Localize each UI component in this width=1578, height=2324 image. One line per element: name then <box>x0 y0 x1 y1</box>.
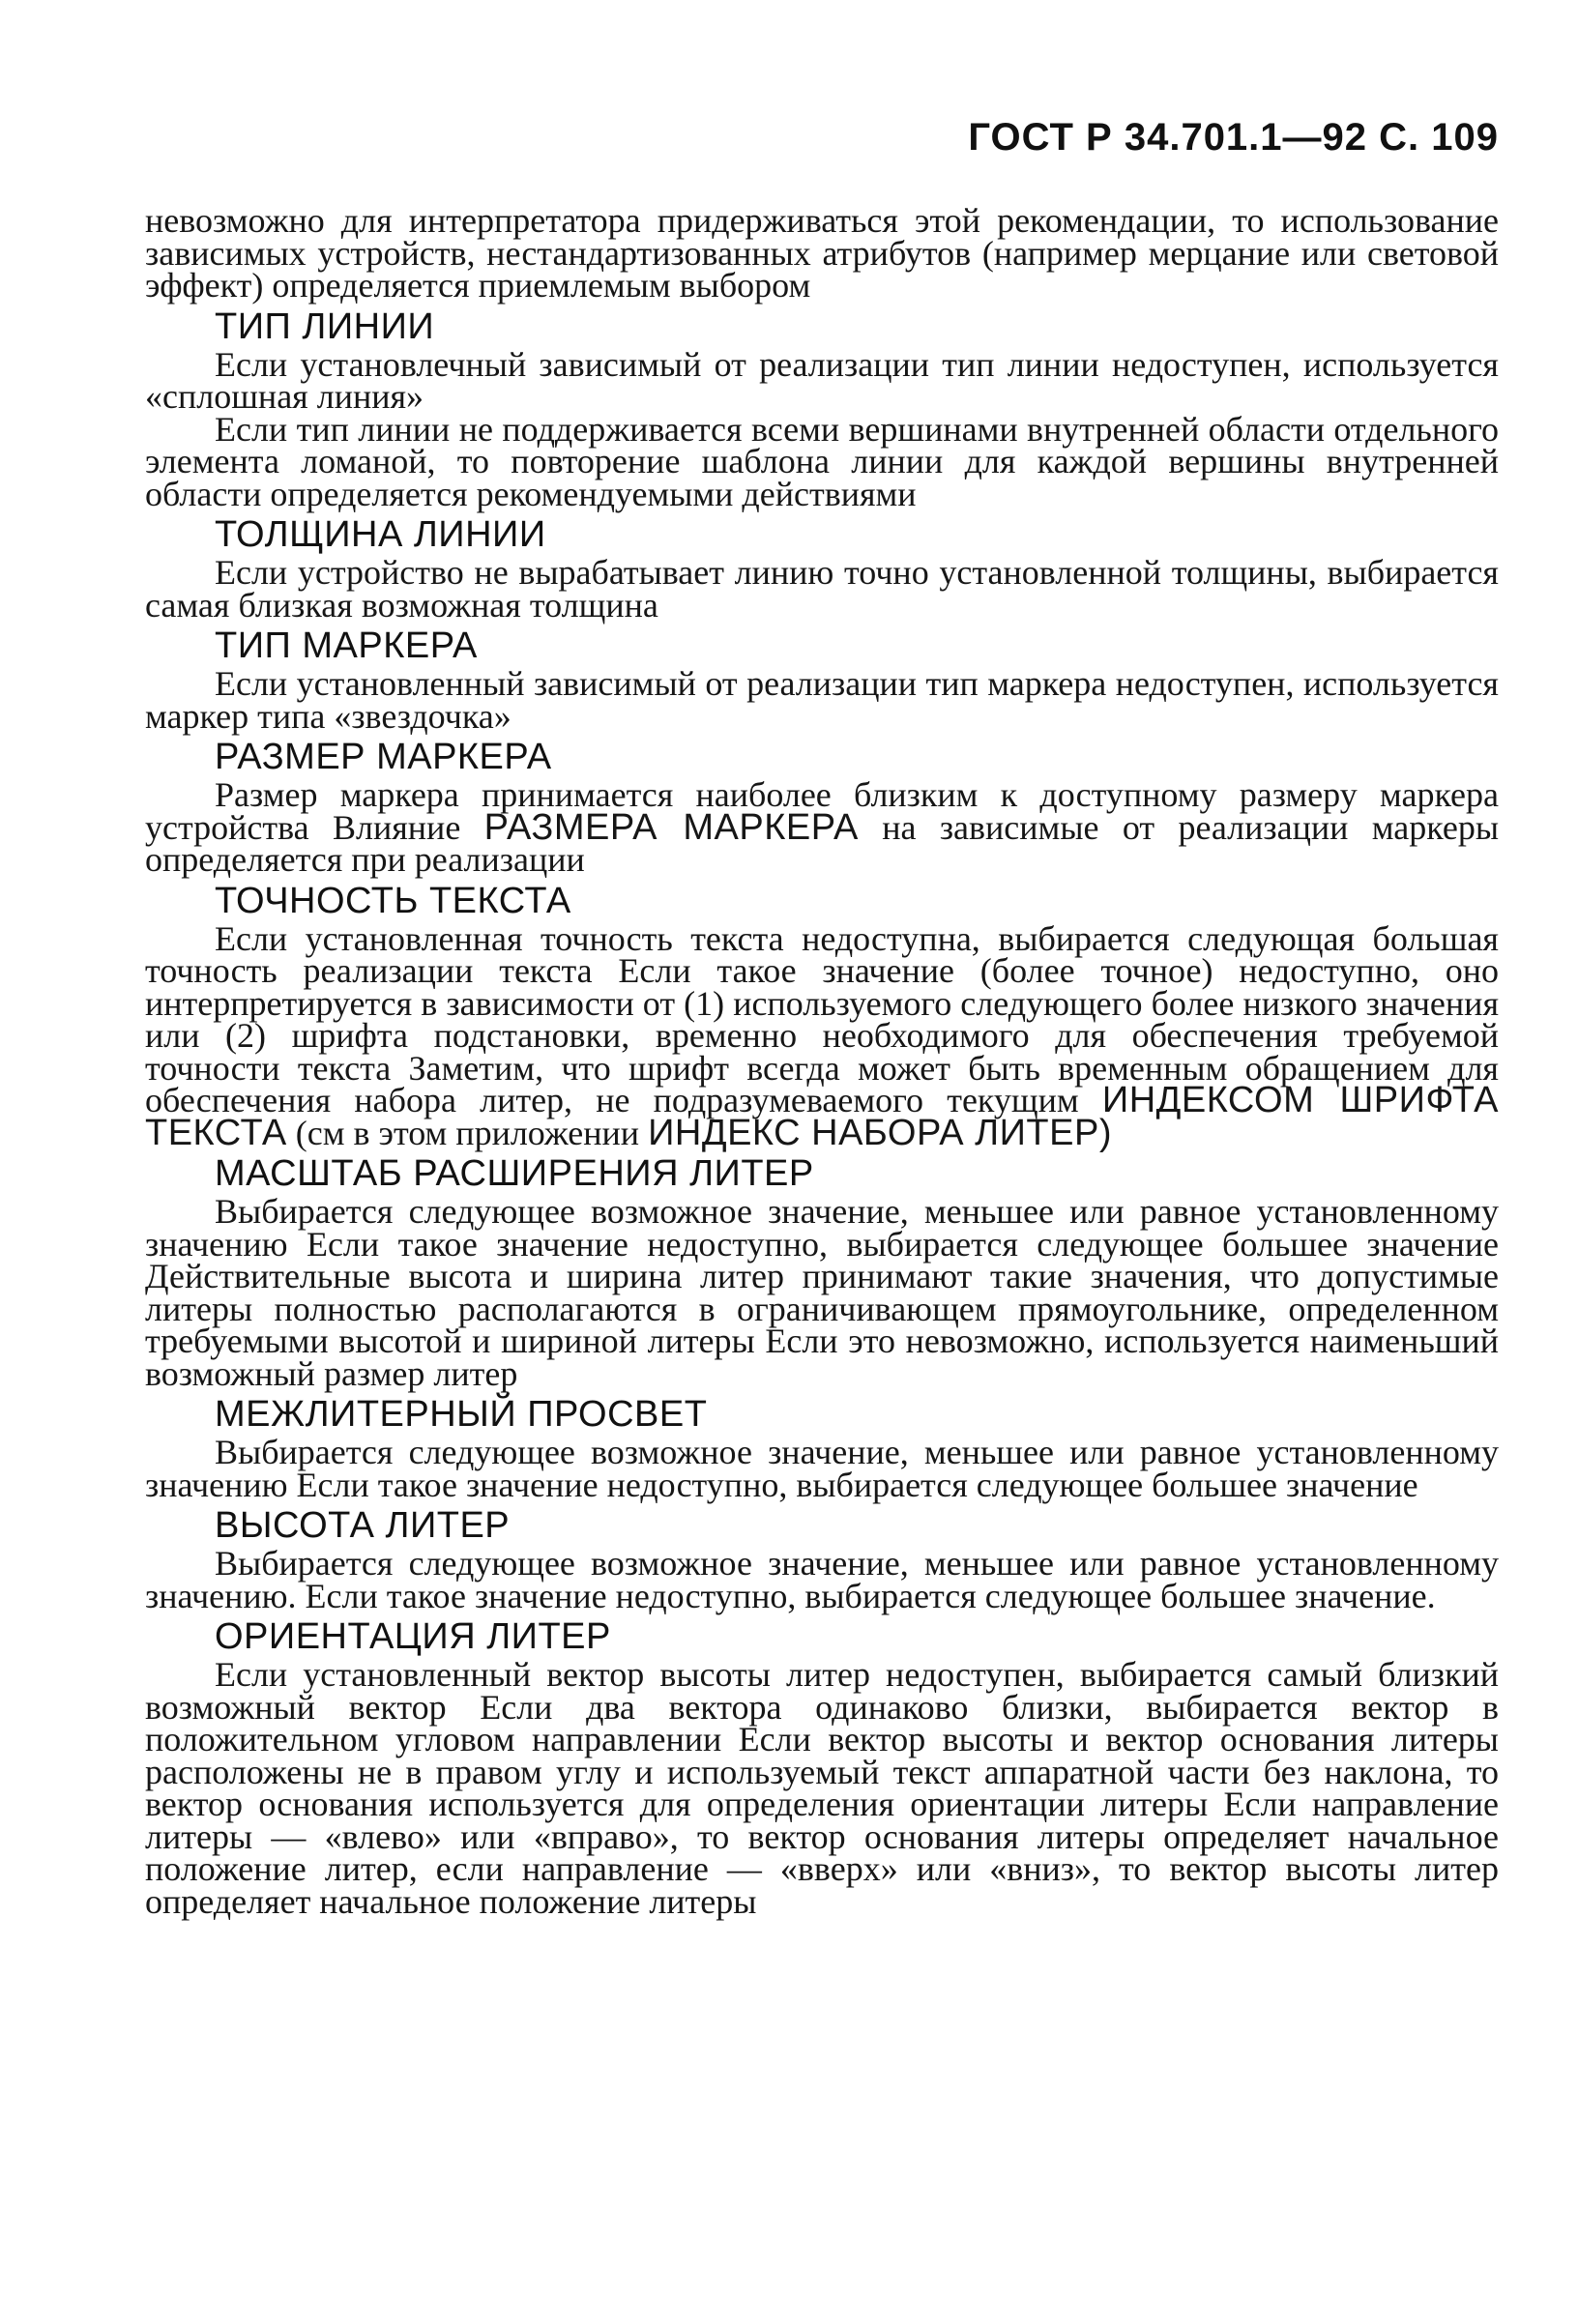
document-page <box>145 97 1499 2301</box>
inline-term: ИНДЕКС НАБОРА ЛИТЕР) <box>648 1112 1112 1153</box>
paragraph-text-precision <box>145 918 1500 1153</box>
text-run: (см в этом приложении <box>295 1113 640 1152</box>
intro-paragraph: невозможно для интерпретатора придерживаться этой рекомендации, то использование зависимых устройств, нестандартизованных атрибутов (например мерцание или световой эффект) определяется приемлемым выбором <box>145 201 1499 305</box>
inline-term: ИНДЕКСОМ ШРИФТА ТЕКСТА <box>145 1080 1500 1153</box>
text-run: на зависимые от реализации маркеры определяется при реализации <box>145 807 1500 879</box>
section-heading-line-width: ТОЛЩИНА ЛИНИИ <box>215 514 546 555</box>
section-heading-marker-size: РАЗМЕР МАРКЕРА <box>215 737 552 777</box>
section-heading-line-type: ТИП ЛИНИИ <box>215 305 435 347</box>
page-content <box>145 201 1500 1921</box>
text-run: Если установленная точность текста недоступна, выбирается следующая большая точность реализации текста Если такое значение (более точное) недоступно, оно интерпретируется в зависимости от (1) используемого следующего более низкого значения или (2) шрифта подстановки, временно необходимого для обеспечения требуемой точности текста Заметим, что шрифт всегда может быть временным обращением для обеспечения набора литер, не подразумеваемого текущим <box>145 918 1499 1119</box>
paragraph: Выбирается следующее возможное значение, меньшее или равное установленному значению Если такое значение недоступно, выбирается следующее большее значение <box>145 1433 1499 1504</box>
paragraph: Если установленный вектор высоты литер недоступен, выбирается самый близкий возможный вектор Если два вектора одинаково близки, выбирается вектор в положительном угловом направлении Если вектор высоты и вектор основания литеры расположены не в правом углу и используемый текст аппаратной части без наклона, то вектор основания используется для определения ориентации литеры Если направление литеры — «влево» или «вправо», то вектор основания литеры определяет начальное положение литер, если направление — «вверх» или «вниз», то вектор высоты литер определяет начальное положение литеры <box>145 1655 1499 1921</box>
section-heading-marker-type: ТИП МАРКЕРА <box>215 625 478 666</box>
inline-term: РАЗМЕРА МАРКЕРА <box>483 806 859 848</box>
paragraph: Если тип линии не поддерживается всеми вершинами внутренней области отдельного элемента ломаной, то повторение шаблона линии для каждой вершины внутренней области определяется рекомендуемыми действиями <box>145 409 1499 513</box>
paragraph: Если установленный зависимый от реализации тип маркера недоступен, используется маркер типа «звездочка» <box>145 664 1499 736</box>
paragraph: Если устройство не вырабатывает линию точно установленной толщины, выбирается самая близкая возможная толщина <box>145 553 1499 625</box>
paragraph-marker-size <box>145 775 1500 879</box>
section-heading-char-orientation: ОРИЕНТАЦИЯ ЛИТЕР <box>215 1616 611 1657</box>
running-header: ГОСТ Р 34.701.1—92 С. 109 <box>968 116 1499 159</box>
paragraph: Выбирается следующее возможное значение, меньшее или равное установленному значению. Если такое значение недоступно, выбирается следующее большее значение. <box>145 1544 1499 1615</box>
section-heading-text-precision: ТОЧНОСТЬ ТЕКСТА <box>215 880 571 921</box>
text-run: Размер маркера принимается наиболее близким к доступному размеру маркера устройства Влияние <box>145 775 1499 847</box>
paragraph: Выбирается следующее возможное значение, меньшее или равное установленному значению Если такое значение недоступно, выбирается следующее большее значение Действительные высота и ширина литер принимают такие значения, что допустимые литеры полностью располагаются в ограничивающем прямоугольнике, определенном требуемыми высотой и шириной литеры Если это невозможно, используется наименьший возможный размер литер <box>145 1192 1499 1393</box>
section-heading-char-height: ВЫСОТА ЛИТЕР <box>215 1505 511 1546</box>
section-heading-char-spacing: МЕЖЛИТЕРНЫЙ ПРОСВЕТ <box>215 1394 708 1435</box>
section-heading-char-expansion: МАСШТАБ РАСШИРЕНИЯ ЛИТЕР <box>215 1153 814 1194</box>
paragraph: Если установлечный зависимый от реализации тип линии недоступен, используется «сплошная линия» <box>145 344 1499 416</box>
